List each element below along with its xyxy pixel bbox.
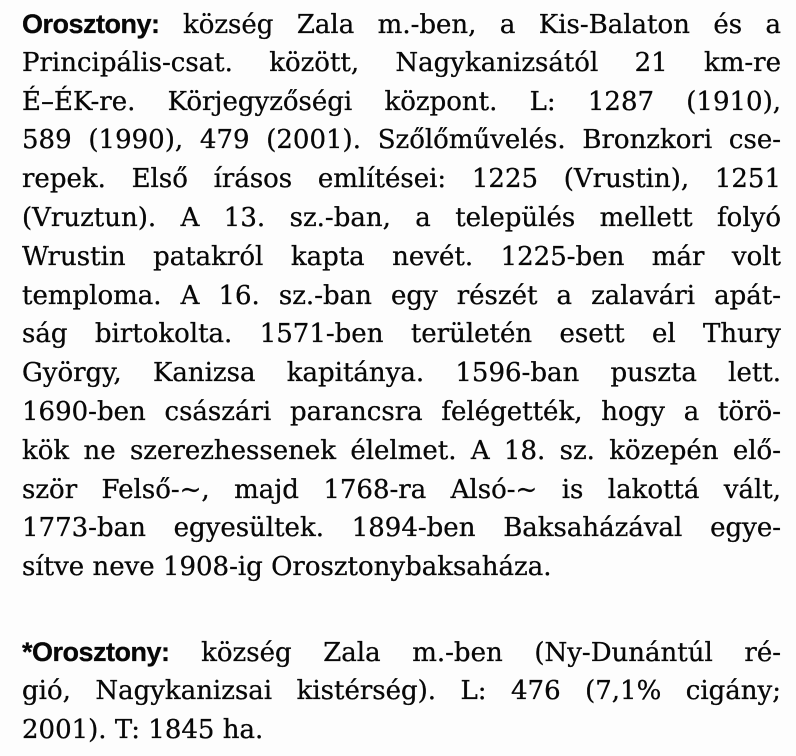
entry-text: 2001). T: 1845 ha. bbox=[22, 714, 264, 745]
entry-line bbox=[22, 199, 781, 238]
entry-line bbox=[22, 121, 781, 160]
entry-line bbox=[22, 432, 781, 471]
entry-text: É–ÉK-re. Körjegyzőségi központ. L: 1287 (1910), bbox=[22, 86, 781, 117]
entry-text: Principális-csat. között, Nagykanizsától 21 km-re bbox=[22, 47, 781, 78]
entry-text: 1773-ban egyesültek. 1894-ben Baksaházával egye- bbox=[22, 513, 781, 544]
entry-orosztony-2 bbox=[22, 633, 781, 749]
entry-text: sítve neve 1908-ig Orosztonybaksaháza. bbox=[22, 552, 552, 583]
entry-text: György, Kanizsa kapitánya. 1596-ban puszta lett. bbox=[22, 358, 781, 389]
entry-line bbox=[22, 393, 781, 432]
entry-headword: *Orosztony: bbox=[22, 636, 170, 667]
entry-text: község Zala m.-ben, a Kis-Balaton és a bbox=[182, 10, 781, 40]
entry-line bbox=[22, 509, 781, 548]
entry-text: 589 (1990), 479 (2001). Szőlőművelés. Bronzkori cse- bbox=[22, 125, 781, 156]
entry-line bbox=[22, 44, 781, 83]
entry-line bbox=[22, 548, 781, 587]
entry-text: község Zala m.-ben (Ny-Dunántúl ré- bbox=[201, 637, 781, 668]
entry-line bbox=[22, 672, 781, 711]
entry-text: (Vruztun). A 13. sz.-ban, a település mellett folyó bbox=[22, 202, 781, 233]
entry-line bbox=[22, 160, 781, 199]
entry-text: Wrustin patakról kapta nevét. 1225-ben már volt bbox=[22, 241, 781, 272]
entry-text: 1690-ben császári parancsra felégették, hogy a törö- bbox=[22, 396, 781, 427]
entry-text: ször Felső-~, majd 1768-ra Alsó-~ is lakottá vált, bbox=[22, 474, 781, 505]
entry-text: temploma. A 16. sz.-ban egy részét a zalavári apát- bbox=[22, 280, 781, 311]
entry-line bbox=[22, 711, 781, 750]
entry-text: kök ne szerezhessenek élelmet. A 18. sz. közepén elő- bbox=[22, 435, 781, 466]
entry-text: ság birtokolta. 1571-ben területén esett el Thury bbox=[22, 319, 781, 350]
entry-line bbox=[22, 633, 781, 672]
entry-line bbox=[22, 354, 781, 393]
entry-line bbox=[22, 238, 781, 277]
entry-line bbox=[22, 5, 781, 44]
entry-text: gió, Nagykanizsai kistérség). L: 476 (7,1% cigány; bbox=[22, 675, 781, 706]
entry-line bbox=[22, 471, 781, 510]
entry-orosztony bbox=[22, 5, 781, 587]
entry-line bbox=[22, 83, 781, 122]
entry-line bbox=[22, 315, 781, 354]
entry-text: repek. Első írásos említései: 1225 (Vrustin), 1251 bbox=[22, 164, 781, 195]
entry-headword: Orosztony: bbox=[22, 9, 160, 39]
entry-line bbox=[22, 277, 781, 316]
